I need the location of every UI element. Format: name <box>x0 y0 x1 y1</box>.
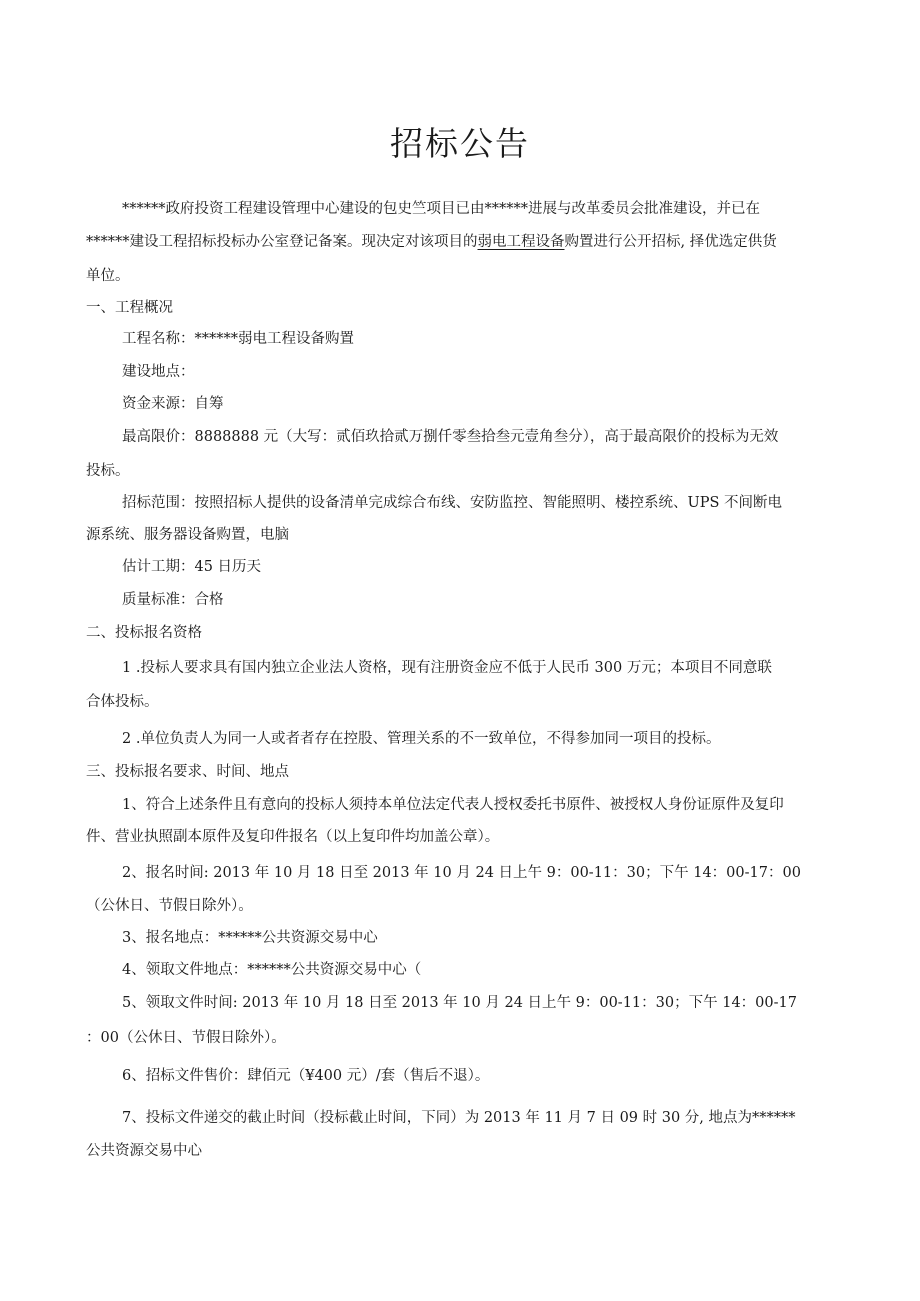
price-limit-line-2: 投标。 <box>86 463 130 479</box>
scope-line-2: 源系统、服务器设备购置，电脑 <box>86 527 289 543</box>
qualification-1-line-2: 合体投标。 <box>86 694 159 710</box>
intro-line-1: ******政府投资工程建设管理中心建设的包史竺项目已由******进展与改革委员会批准建设，并已在 <box>122 201 760 217</box>
intro-text-b: 购置进行公开招标, 择优选定供货 <box>564 234 777 250</box>
document-pickup-time-line-2: ：00（公休日、节假日除外）。 <box>86 1030 286 1046</box>
scope-line-1: 招标范围：按照招标人提供的设备清单完成综合布线、安防监控、智能照明、楼控系统、UPS 不间断电 <box>122 495 783 511</box>
underlined-term: 弱电工程设备 <box>477 234 565 250</box>
page-title: 招标公告 <box>390 124 530 163</box>
section-1-heading: 一、工程概况 <box>86 300 173 316</box>
project-name: 工程名称：******弱电工程设备购置 <box>122 331 354 347</box>
price-limit-line-1: 最高限价：8888888 元（大写：贰佰玖拾贰万捌仟零叁拾叁元壹角叁分），高于最高限价的投标为无效 <box>122 429 779 445</box>
submission-deadline-line-1: 7、投标文件递交的截止时间（投标截止时间，下同）为 2013 年 11 月 7 日 09 时 30 分, 地点为****** <box>122 1110 796 1126</box>
section-3-heading: 三、投标报名要求、时间、地点 <box>86 764 289 780</box>
document-pickup-time-line-1: 5、领取文件时间: 2013 年 10 月 18 日至 2013 年 10 月 24 日上午 9：00-11：30；下午 14：00-17 <box>122 995 797 1011</box>
section-2-heading: 二、投标报名资格 <box>86 625 202 641</box>
project-location: 建设地点： <box>122 364 195 380</box>
document-price: 6、招标文件售价：肆佰元（¥400 元）/套（售后不退）。 <box>122 1068 490 1084</box>
requirement-1-line-1: 1、符合上述条件且有意向的投标人须持本单位法定代表人授权委托书原件、被授权人身份证原件及复印 <box>122 797 784 813</box>
intro-line-2 <box>86 232 828 252</box>
qualification-2: 2 .单位负责人为同一人或者者存在控股、管理关系的不一致单位，不得参加同一项目的投标。 <box>122 731 721 747</box>
estimated-period: 估计工期：45 日历天 <box>122 559 262 575</box>
intro-line-3: 单位。 <box>86 268 130 284</box>
document-pickup-place: 4、领取文件地点：******公共资源交易中心（ <box>122 962 422 978</box>
quality-standard: 质量标准：合格 <box>122 592 224 608</box>
registration-time-line-2: （公休日、节假日除外）。 <box>86 898 253 914</box>
requirement-1-line-2: 件、营业执照副本原件及复印件报名（以上复印件均加盖公章）。 <box>86 829 500 845</box>
fund-source: 资金来源：自筹 <box>122 396 224 412</box>
registration-place: 3、报名地点：******公共资源交易中心 <box>122 930 378 946</box>
intro-text-a: ******建设工程招标投标办公室登记备案。现决定对该项目的 <box>86 234 478 250</box>
submission-deadline-line-2: 公共资源交易中心 <box>86 1143 202 1159</box>
qualification-1-line-1: 1 .投标人要求具有国内独立企业法人资格，现有注册资金应不低于人民币 300 万元；本项目不同意联 <box>122 660 772 676</box>
registration-time-line-1: 2、报名时间: 2013 年 10 月 18 日至 2013 年 10 月 24 日上午 9：00-11：30；下午 14：00-17：00 <box>122 865 801 881</box>
